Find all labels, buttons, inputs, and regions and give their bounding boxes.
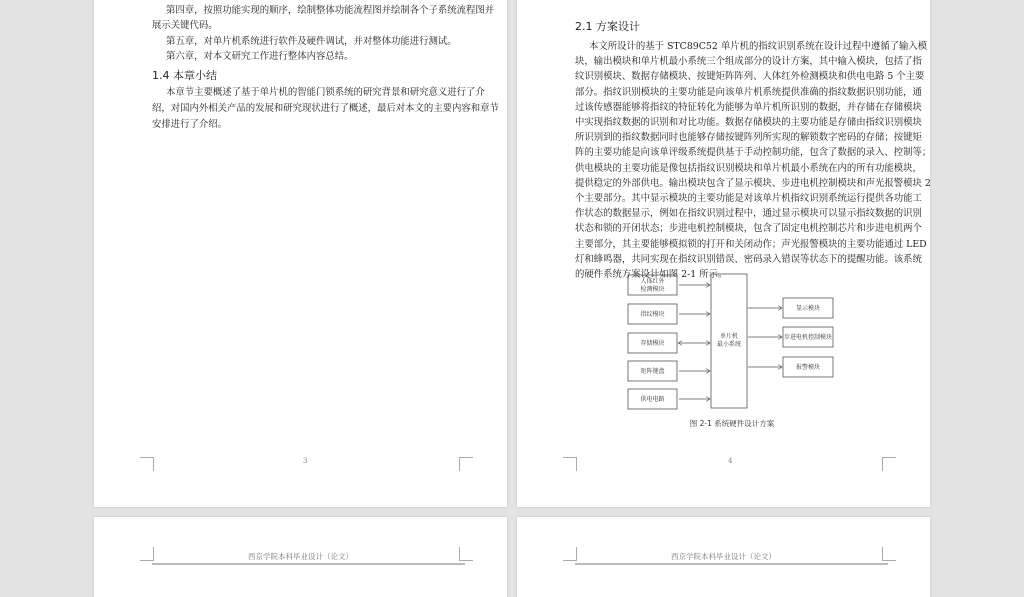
page-4 (517, 0, 930, 507)
body-line: 绍，对国内外相关产品的发展和研究现状进行了概述，最后对本文的主要内容和章节 (152, 103, 499, 114)
page-header: 西京学院本科毕业设计（论文） (248, 552, 353, 561)
diagram-label: 矩阵键盘 (640, 368, 665, 375)
diagram-label: 指纹模块 (640, 311, 665, 318)
diagram-label: 存储模块 (640, 340, 665, 347)
body-line: 所识别到的指纹数据同时也能够存储按键阵列所实现的解锁数字密码的存储；按键矩 (575, 132, 922, 144)
body-line: 个主要部分。其中显示模块的主要功能是对该单片机指纹识别系统运行提供各功能工 (575, 193, 922, 204)
body-line: 块，输出模块和单片机最小系统三个组成部分的设计方案，其中输入模块，包括了指 (575, 56, 922, 68)
diagram-label: 报警模块 (795, 364, 821, 371)
page-number: 3 (303, 457, 308, 465)
body-line: 本文所设计的基于 STC89C52 单片机的指纹识别系统在设计过程中遵循了输入模 (589, 41, 928, 52)
page-header: 西京学院本科毕业设计（论文） (671, 552, 776, 561)
diagram-label: 检测模块 (640, 286, 665, 293)
body-line: 阵的主要功能是向该单评级系统提供基于手动控制功能，包含了数据的录入、控制等； (575, 147, 932, 159)
diagram-label: 人体红外 (640, 278, 665, 285)
margin-mark (140, 457, 154, 471)
diagram-label: 供电电路 (640, 396, 665, 403)
body-line: 安排进行了介绍。 (152, 119, 228, 130)
header-rule (152, 563, 465, 565)
diagram-label: 最小系统 (716, 341, 742, 348)
diagram-label: 步进电机控制模块 (783, 334, 833, 341)
body-line: 过该传感器能够将指纹的特征转化为能够为单片机所识别的数据，并存储在存储模块 (575, 101, 922, 113)
body-line: 主要部分，其主要能够模拟锁的打开和关闭动作；声光报警模块的主要功能通过 LED (575, 238, 927, 250)
page-6 (517, 517, 930, 597)
page-3 (94, 0, 507, 507)
page-number: 4 (728, 457, 733, 465)
page-5 (94, 517, 507, 597)
body-line: 供电模块的主要功能是像包括指纹识别模块和单片机最小系统在内的所有功能模块， (575, 162, 922, 174)
body-line: 第六章，对本文研究工作进行整体内容总结。 (166, 51, 354, 62)
diagram-label: 单片机 (719, 333, 739, 340)
body-line: 中实现指纹数据的识别和对比功能。数据存储模块的主要功能是存储由指纹识别模块 (575, 117, 922, 128)
margin-mark (563, 457, 577, 471)
figure-caption: 图 2-1 系统硬件设计方案 (689, 419, 775, 428)
section-heading: 2.1 方案设计 (575, 20, 640, 33)
hardware-diagram (517, 0, 930, 440)
body-line: 部分。指纹识别模块的主要功能是向该单片机系统提供准确的指纹数据识别功能，通 (575, 86, 922, 98)
body-line: 提供稳定的外部供电。输出模块包含了显示模块、步进电机控制模块和声光报警模块 2 (575, 177, 931, 189)
body-line: 作状态的数据显示，例如在指纹识别过程中，通过显示模块可以显示指纹数据的识别 (575, 208, 922, 220)
header-rule (575, 563, 888, 565)
margin-mark (882, 457, 896, 471)
body-line: 纹识别模块、数据存储模块、按键矩阵阵列、人体红外检测模块和供电电路 5 个主要 (575, 71, 925, 83)
body-line: 第五章，对单片机系统进行软件及硬件调试，并对整体功能进行测试。 (166, 36, 457, 47)
margin-mark (459, 457, 473, 471)
body-line: 状态和锁的开闭状态；步进电机控制模块，包含了固定电机控制芯片和步进电机两个 (575, 223, 922, 235)
body-line: 展示关键代码。 (152, 20, 218, 31)
body-line: 第四章，按照功能实现的顺序，绘制整体功能流程图并绘制各个子系统流程图并 (166, 5, 495, 16)
body-line: 的硬件系统方案设计如图 2-1 所示。 (575, 269, 728, 280)
body-line: 灯和蜂鸣器，共同实现在指纹识别错误、密码录入错误等状态下的提醒功能。该系统 (575, 253, 922, 265)
body-line: 本章节主要概述了基于单片机的智能门锁系统的研究背景和研究意义进行了介 (166, 87, 485, 98)
diagram-label: 显示模块 (795, 305, 821, 312)
section-heading: 1.4 本章小结 (152, 69, 217, 82)
